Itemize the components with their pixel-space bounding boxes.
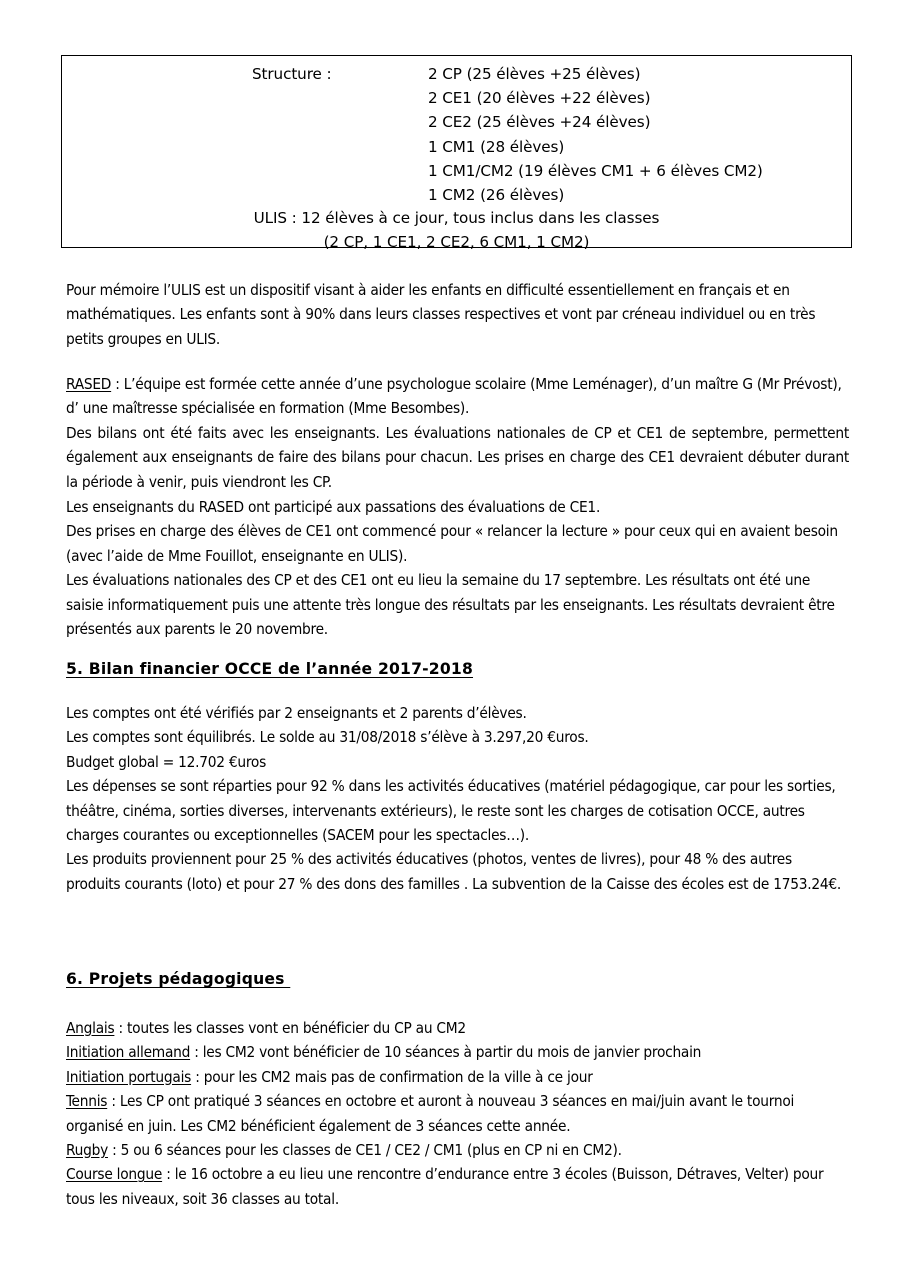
paragraph-rased-details — [66, 495, 849, 641]
structure-table-box — [61, 55, 852, 252]
structure-ulis-note — [62, 206, 851, 254]
structure-class-row: 2 CP (25 élèves +25 élèves) — [428, 65, 641, 83]
paragraph-text: Les produits proviennent pour 25 % des activités éducatives (photos, ventes de livres), pour 48 % des autres produits courants (loto) et pour 27 % des dons des familles . La subvention de la Caisse des écoles est de 1753.24€. — [66, 850, 842, 893]
project-item — [66, 1162, 849, 1211]
paragraph-rased-intro — [66, 372, 849, 421]
paragraph-text: Des prises en charge des élèves de CE1 ont commencé pour « relancer la lecture » pour ceux qui en avaient besoin (avec l’aide de Mme Fouillot, enseignante en ULIS). — [66, 522, 838, 565]
project-label: Tennis — [66, 1092, 108, 1111]
project-text: : pour les CM2 mais pas de confirmation de la ville à ce jour — [191, 1067, 593, 1086]
paragraph-ulis-memo — [66, 278, 849, 351]
paragraph-text: Les enseignants du RASED ont participé aux passations des évaluations de CE1. — [66, 498, 601, 516]
structure-class-row: 1 CM1 (28 élèves) — [428, 137, 565, 156]
project-text: : 5 ou 6 séances pour les classes de CE1 / CE2 / CM1 (plus en CP ni en CM2). — [107, 1141, 622, 1160]
project-text: : toutes les classes vont en bénéficier du CP au CM2 — [114, 1019, 466, 1037]
paragraph-text: Les dépenses se sont réparties pour 92 % dans les activités éducatives (matériel pédagogique, car pour les sorties, théâtre, cinéma, sorties diverses, intervenants extérieurs), le reste sont les charges de cotisation OCCE, autres charges courantes ou exceptionnelles (SACEM pour les spectacles…). — [66, 777, 836, 845]
structure-class-row: 1 CM2 (26 élèves) — [428, 186, 565, 205]
section-heading-5: 5. Bilan financier OCCE de l’année 2017-2018 — [66, 660, 474, 678]
project-text: : les CM2 vont bénéficier de 10 séances à partir du mois de janvier prochain — [190, 1043, 702, 1062]
structure-class-row: 2 CE2 (25 élèves +24 élèves) — [428, 113, 651, 132]
project-text: : Les CP ont pratiqué 3 séances en octobre et auront à nouveau 3 séances en mai/juin avant le tournoi organisé en juin. Les CM2 bénéficient également de 3 séances cette année. — [66, 1092, 795, 1135]
project-text: : le 16 octobre a eu lieu une rencontre d’endurance entre 3 écoles (Buisson, Détraves, Velter) pour tous les niveaux, soit 36 classes au total. — [66, 1165, 824, 1208]
project-label: Rugby — [66, 1141, 108, 1160]
project-label: Anglais — [66, 1019, 115, 1037]
paragraph-section-6-body — [66, 1016, 849, 1211]
project-item — [66, 1065, 849, 1089]
paragraph-text: Les comptes ont été vérifiés par 2 enseignants et 2 parents d’élèves. — [66, 704, 527, 722]
section-heading-6: 6. Projets pédagogiques — [66, 970, 291, 988]
rased-intro-text: : L’équipe est formée cette année d’une psychologue scolaire (Mme Leménager), d’un maître G (Mr Prévost), d’ une maîtresse spécialisée en formation (Mme Besombes). — [66, 375, 842, 418]
paragraph-text: Pour mémoire l’ULIS est un dispositif visant à aider les enfants en difficulté essentiellement en français et en mathématiques. Les enfants sont à 90% dans leurs classes respectives et vont par créneau individuel ou en très petits groupes en ULIS. — [66, 281, 816, 348]
project-item — [66, 1138, 849, 1162]
paragraph-text: Les comptes sont équilibrés. Le solde au 31/08/2018 s’élève à 3.297,20 €uros. — [66, 728, 589, 747]
paragraph-text: Budget global = 12.702 €uros — [66, 752, 267, 771]
structure-class-row: 1 CM1/CM2 (19 élèves CM1 + 6 élèves CM2) — [428, 161, 763, 180]
structure-ulis-line: (2 CP, 1 CE1, 2 CE2, 6 CM1, 1 CM2) — [323, 233, 590, 252]
paragraph-rased-bilans — [66, 421, 849, 494]
structure-ulis-line: ULIS : 12 élèves à ce jour, tous inclus dans les classes — [253, 209, 660, 227]
paragraph-text — [66, 372, 849, 421]
project-label: Course longue — [66, 1165, 163, 1184]
structure-class-list — [428, 62, 763, 207]
paragraph-text: Des bilans ont été faits avec les enseignants. Les évaluations nationales de CP et CE1 de septembre, permettent également aux enseignants de faire des bilans pour chacun. Les prises en charge des CE1 devraient débuter durant la période à venir, puis viendront les CP. — [66, 424, 849, 491]
project-label: Initiation allemand — [66, 1043, 191, 1062]
structure-label: Structure : — [252, 65, 332, 83]
project-item — [66, 1089, 849, 1138]
rased-label: RASED — [66, 375, 112, 393]
paragraph-section-5-body — [66, 701, 849, 896]
structure-class-row: 2 CE1 (20 élèves +22 élèves) — [428, 89, 651, 108]
project-label: Initiation portugais — [66, 1067, 192, 1086]
project-item — [66, 1040, 849, 1064]
project-item — [66, 1016, 849, 1040]
paragraph-text: Les évaluations nationales des CP et des CE1 ont eu lieu la semaine du 17 septembre. Les résultats ont été une saisie informatiquement puis une attente très longue des résultats par les enseignants. Les résultats devraient être présentés aux parents le 20 novembre. — [66, 571, 835, 639]
